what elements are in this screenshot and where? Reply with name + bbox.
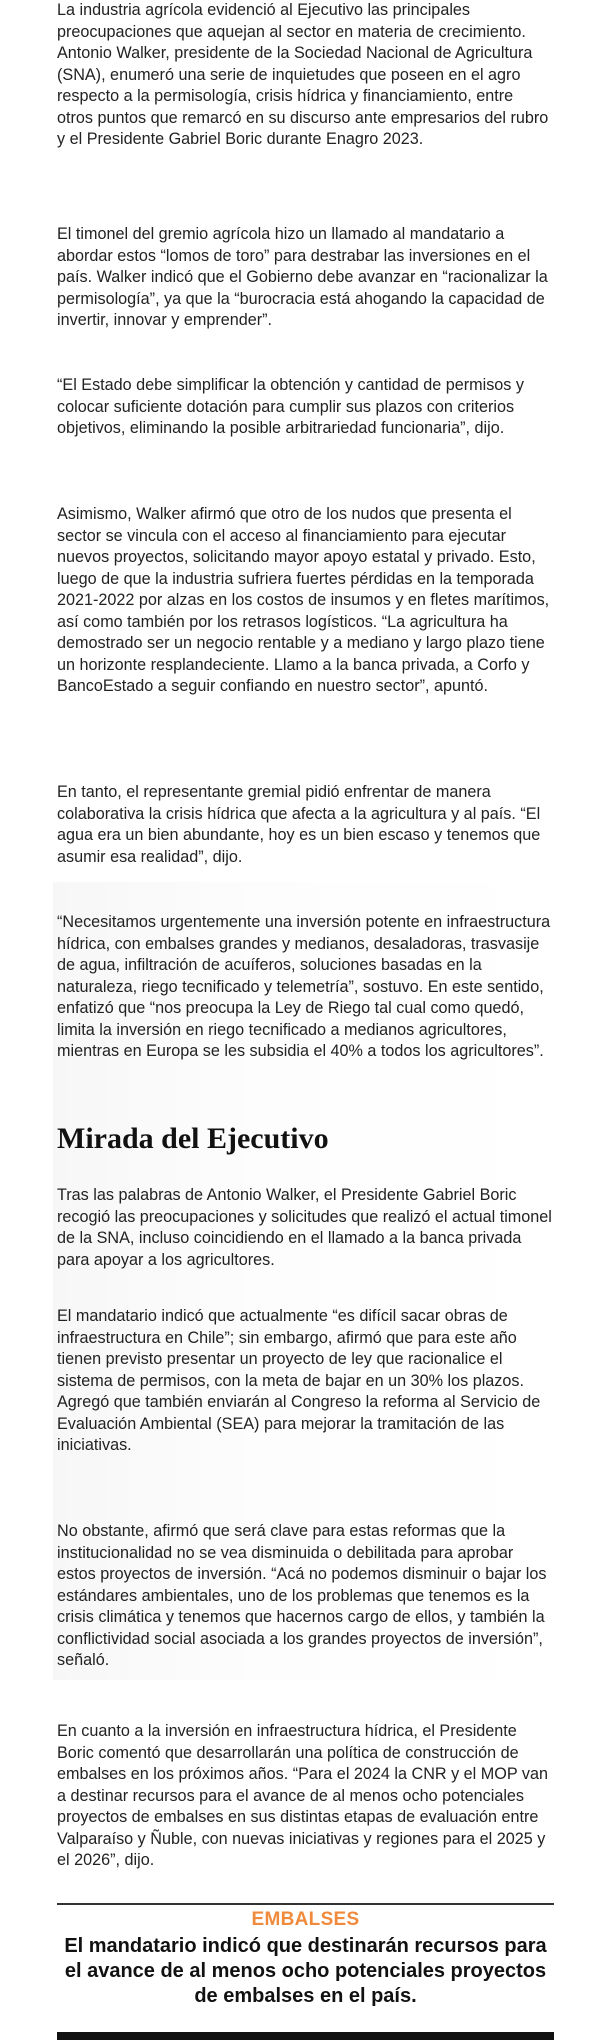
highlight-box-text: El mandatario indicó que destinarán recursos para el avance de al menos ocho potenciales proyectos de embalses en el país.	[64, 1935, 547, 2007]
paragraph-reservoirs-policy: En cuanto a la inversión en infraestructura hídrica, el Presidente Boric comentó que desarrollarán una política de construcción de embalses en los próximos años. “Para el 2024 la CNR y el MOP van a destinar recursos para el avance de al menos ocho potenciales proyectos de embalses en sus distintas etapas de evaluación entre Valparaíso y Ñuble, con nuevas iniciativas y regiones para el 2025 y el 2026”, dijo.	[57, 1722, 548, 1869]
paragraph-water-infrastructure: “Necesitamos urgentemente una inversión potente en infraestructura hídrica, con embalses grandes y medianos, desaladoras, trasvasije de agua, infiltración de acuíferos, soluciones basadas en la naturaleza, riego tecnificado y telemetría”, sostuvo. En este sentido, enfatizó que “nos preocupa la Ley de Riego tal cual como quedó, limita la inversión en riego tecnificado a medianos agricultores, mientras en Europa se les subsidia el 40% a todos los agricultores”.	[57, 913, 551, 1060]
paragraph-permits-bill: El mandatario indicó que actualmente “es difícil sacar obras de infraestructura en Chile”; sin embargo, afirmó que para este año tienen previsto presentar un proyecto de ley que racionalice el sistema de permisos, con la meta de bajar en un 30% los plazos. Agregó que también enviarán al Congreso la reforma al Servicio de Evaluación Ambiental (SEA) para mejorar la tramitación de las iniciativas.	[57, 1307, 541, 1454]
highlight-box-top-rule	[57, 1903, 554, 1905]
paragraph-water-crisis: En tanto, el representante gremial pidió enfrentar de manera colaborativa la crisis hídrica que afecta a la agricultura y al país. “El agua era un bien abundante, hoy es un bien escaso y tenemos que asumir esa realidad”, dijo.	[57, 783, 541, 866]
section-heading: Mirada del Ejecutivo	[57, 1122, 329, 1155]
paragraph-financing: Asimismo, Walker afirmó que otro de los nudos que presenta el sector se vincula con el acceso al financiamiento para ejecutar nuevos proyectos, solicitando mayor apoyo estatal y privado. Esto, luego de que la industria sufriera fuertes pérdidas en la temporada 2021-2022 por alzas en los costos de insumos y en fletes marítimos, así como también por los retrasos logísticos. “La agricultura ha demostrado ser un negocio rentable y a mediano y largo plazo tiene un horizonte resplandeciente. Llamo a la banca privada, a Corfo y BancoEstado a seguir confiando en nuestro sector”, apuntó.	[57, 505, 550, 695]
paragraph-boric-response: Tras las palabras de Antonio Walker, el Presidente Gabriel Boric recogió las preocupaciones y solicitudes que realizó el actual timonel de la SNA, incluso coincidiendo en el llamado a la banca privada para apoyar a los agricultores.	[57, 1186, 552, 1269]
paragraph-state-permits-quote: “El Estado debe simplificar la obtención y cantidad de permisos y colocar suficiente dotación para cumplir sus plazos con criterios objetivos, eliminando la posible arbitrariedad funcionaria”, dijo.	[57, 376, 524, 437]
paragraph-institutional-standards: No obstante, afirmó que será clave para estas reformas que la institucionalidad no se vea disminuida o debilitada para aprobar estos proyectos de inversión. “Acá no podemos disminuir o bajar los estándares ambientales, uno de los problemas que tenemos es la crisis climática y tenemos que hacernos cargo de ellos, y también la conflictividad social asociada a los grandes proyectos de inversión”, señaló.	[57, 1522, 547, 1669]
highlight-box-bottom-rule	[57, 2032, 554, 2040]
paragraph-call-to-president: El timonel del gremio agrícola hizo un llamado al mandatario a abordar estos “lomos de toro” para destrabar las inversiones en el país. Walker indicó que el Gobierno debe avanzar en “racionalizar la permisología”, ya que la “burocracia está ahogando la capacidad de invertir, innovar y emprender”.	[57, 225, 548, 329]
paragraph-intro: La industria agrícola evidenció al Ejecutivo las principales preocupaciones que aquejan al sector en materia de crecimiento. Antonio Walker, presidente de la Sociedad Nacional de Agricultura (SNA), enumeró una serie de inquietudes que poseen en el agro respecto a la permisología, crisis hídrica y financiamiento, entre otros puntos que remarcó en su discurso ante empresarios del rubro y el Presidente Gabriel Boric durante Enagro 2023.	[57, 1, 549, 148]
highlight-box-label: EMBALSES	[251, 1909, 360, 1930]
